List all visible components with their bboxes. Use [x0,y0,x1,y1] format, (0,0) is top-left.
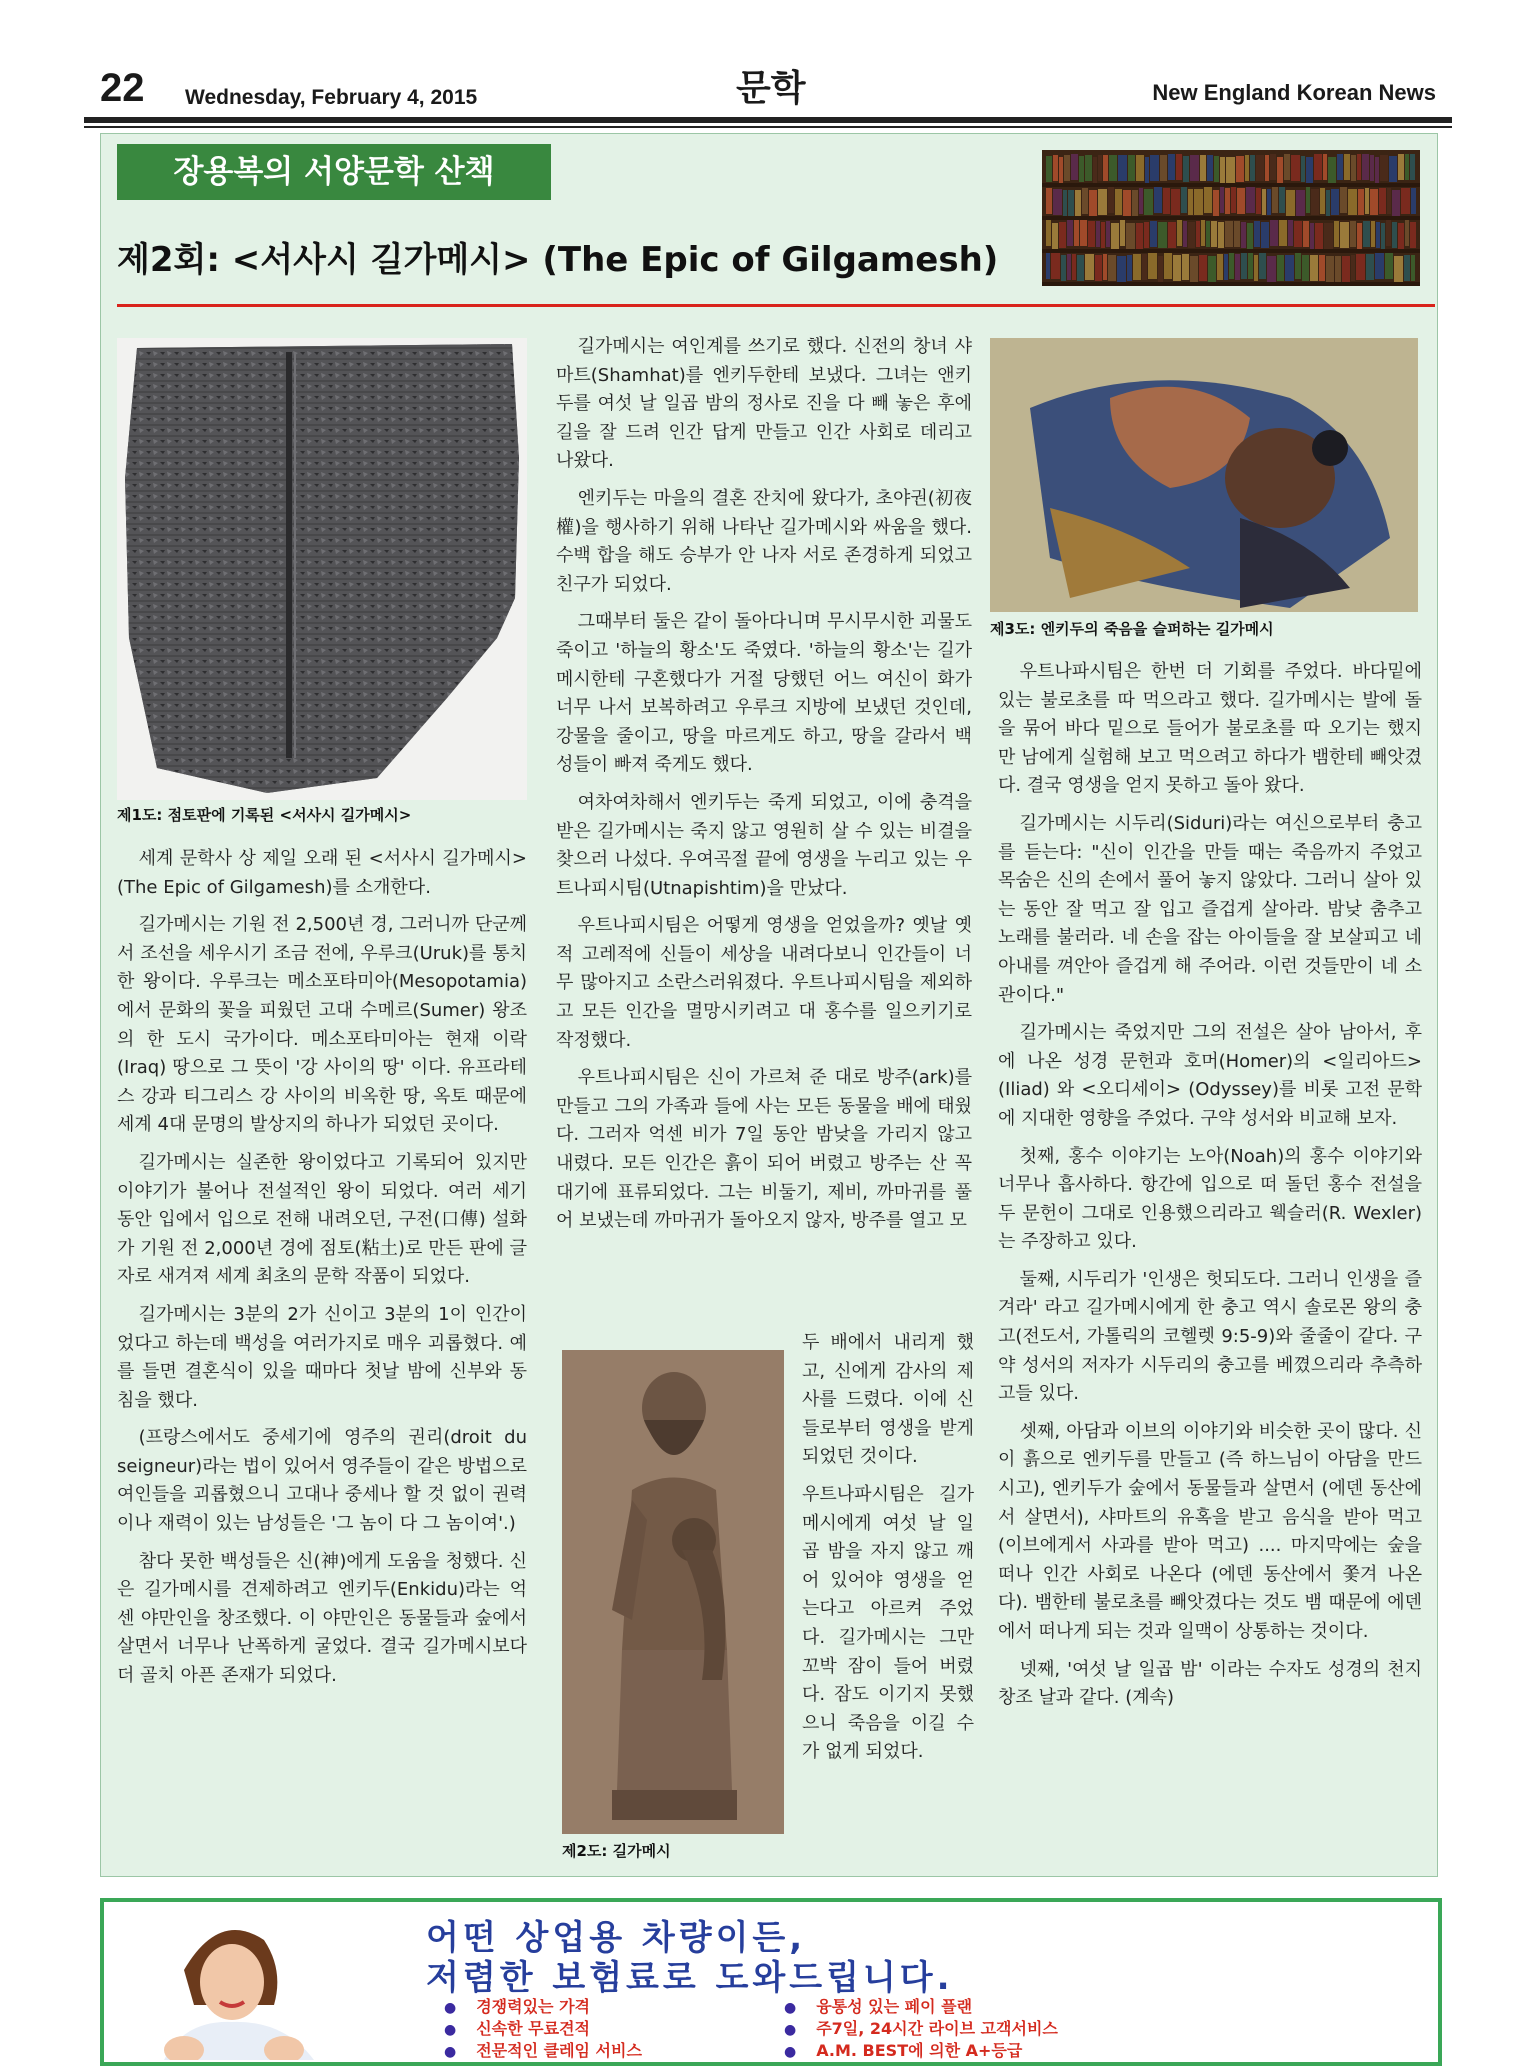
ad-headline-line1: 어떤 상업용 차량이든, [426,1918,807,1958]
clay-tablet-image [117,338,527,800]
gilgamesh-relief-image [562,1350,784,1834]
ad-bullet: ● 주7일, 24시간 라이브 고객서비스 [784,2016,1058,2039]
header-rule [84,117,1452,123]
ad-bullet: ● 융통성 있는 페이 플랜 [784,1994,972,2017]
paragraph: 길가메시는 죽었지만 그의 전설은 살아 남아서, 후에 나온 성경 문헌과 호머(Homer)의 <일리아드> (Iliad) 와 <오디세이> (Odyssey)를 비롯 고전 문학에 지대한 영향을 주었다. 구약 성서와 비교해 보자. [998,1022,1422,1129]
paragraph: 길가메시는 시두리(Siduri)라는 여신으로부터 충고를 듣는다: "신이 인간을 만들 때는 죽음까지 주었고 목숨은 신의 손에서 풀어 놓지 않았다. 그러니 살아 있는 동안 잘 먹고 잘 입고 즐겁게 살아라. 밤낮 춤추고 노래를 불러라. 네 손을 잡는 아이들을 잘 보살피고 네 아내를 껴안아 즐겁게 해 주어라. 이런 것들만이 네 소관이다." [998,812,1422,1006]
paragraph: 참다 못한 백성들은 신(神)에게 도움을 청했다. 신은 길가메시를 견제하려고 엔키두(Enkidu)라는 억센 야만인을 창조했다. 이 야만인은 동물들과 숲에서 살면서 너무나 난폭하게 굴었다. 결국 길가메시보다 더 골치 아픈 존재가 되었다. [117,1550,527,1687]
article-column-1 [117,845,527,1700]
page-number: 22 [100,66,145,110]
newspaper-name: New England Korean News [1152,80,1436,105]
figure3-caption: 제3도: 엔키두의 죽음을 슬퍼하는 길가메시 [990,620,1274,638]
paragraph: 그때부터 둘은 같이 돌아다니며 무시무시한 괴물도 죽이고 '하늘의 황소'도 죽였다. '하늘의 황소'는 길가메시한테 구혼했다가 거절 당했던 어느 여신이 화가 너무 나서 보복하려고 우루크 지방에 보냈던 것인데, 강물을 줄이고, 땅을 마르게도 하고, 땅을 갈라서 백성들이 빠져 죽게도 했다. [556,611,972,776]
paragraph: 두 배에서 내리게 했고, 신에게 감사의 제사를 드렸다. 이에 신들로부터 영생을 받게 되었던 것이다. [802,1332,974,1468]
ad-bullet: ● 경쟁력있는 가격 [444,1994,590,2017]
paragraph: 셋째, 아담과 이브의 이야기와 비슷한 곳이 많다. 신이 흙으로 엔키두를 만들고 (즉 하느님이 아담을 만드시고), 엔키두가 숲에서 동물들과 살면서 (에덴 동산에서 살면서), 샤마트의 유혹을 받고 음식을 받아 먹고 (이브에게서 사과를 받아 먹고) .... 마지막에는 숲을 떠나 인간 사회로 나온다 (에덴 동산에서 쫓겨 나온다). 뱀한테 불로초를 빼앗겼다는 것도 뱀 때문에 에덴에서 떠나게 되는 것과 일맥이 상통하는 것이다. [998,1420,1422,1642]
figure1-caption: 제1도: 점토판에 기록된 <서사시 길가메시> [117,806,412,824]
paragraph: 세계 문학사 상 제일 오래 된 <서사시 길가메시> (The Epic of Gilgamesh)를 소개한다. [117,848,527,898]
issue-date: Wednesday, February 4, 2015 [185,86,478,109]
ad-headline-line2: 저렴한 보험료로 도와드립니다. [426,1958,954,1998]
paragraph: 넷째, '여섯 날 일곱 밤' 이라는 수자도 성경의 천지창조 날과 같다. (계속) [998,1658,1422,1709]
ad-bullet: ● 전문적인 클레임 서비스 [444,2038,642,2061]
paragraph: 첫째, 홍수 이야기는 노아(Noah)의 홍수 이야기와 너무나 흡사하다. 항간에 입으로 떠 돌던 홍수 전설을 두 문헌이 그대로 인용했으리라고 웩슬러(R. Wexler)는 주장하고 있다. [998,1145,1422,1253]
paragraph: (프랑스에서도 중세기에 영주의 권리(droit du seigneur)라는 법이 있어서 영주들이 같은 방법으로 여인들을 괴롭혔으니 고대나 중세나 할 것 없이 권력이나 재력이 있는 남성들은 '그 놈이 다 그 놈이여'.) [117,1427,527,1535]
article-column-2 [556,333,972,1245]
paragraph: 우트나피시팀은 어떻게 영생을 얻었을까? 옛날 옛적 고레적에 신들이 세상을 내려다보니 인간들이 너무 많아지고 소란스러워졌다. 우트나피시팀을 제외하고 모든 인간을 멸망시키려고 대 홍수를 일으키기로 작정했다. [556,915,972,1051]
gilgamesh-mourning-image [990,338,1418,612]
ad-bullet: ● 신속한 무료견적 [444,2016,590,2039]
bookshelf-image [1042,150,1420,286]
article-headline: 제2회: <서사시 길가메시> (The Epic of Gilgamesh) [117,240,999,280]
headline-divider [117,304,1435,307]
paragraph: 엔키두는 마을의 결혼 잔치에 왔다가, 초야권(初夜權)을 행사하기 위해 나타난 길가메시와 싸움을 했다. 수백 합을 해도 승부가 안 나자 서로 존경하게 되었고 친구가 되었다. [556,487,972,595]
ad-bullet: ● A.M. BEST에 의한 A+등급 [784,2038,1022,2061]
paragraph: 둘째, 시두리가 '인생은 헛되도다. 그러니 인생을 즐겨라' 라고 길가메시에게 한 충고 역시 솔로몬 왕의 충고(전도서, 가톨릭의 코헬렛 9:5-9)와 줄줄이 같다. 구약 성서의 저자가 시두리의 충고를 베꼈으리라 추측하고들 있다. [998,1268,1422,1405]
article-column-2-side [802,1329,974,1776]
paragraph: 길가메시는 여인계를 쓰기로 했다. 신전의 창녀 샤마트(Shamhat)를 엔키두한테 보냈다. 그녀는 앤키두를 여섯 날 일곱 밤의 정사로 진을 다 빼 놓은 후에 길을 잘 드려 인간 답게 만들고 인간 사회로 데리고 나왔다. [556,336,972,472]
section-title: 문학 [736,68,806,109]
paragraph: 길가메시는 3분의 2가 신이고 3분의 1이 인간이었다고 하는데 백성을 여러가지로 매우 괴롭혔다. 예를 들면 결혼식이 있을 때마다 첫날 밤에 신부와 동침을 했다. [117,1303,527,1411]
paragraph: 길가메시는 기원 전 2,500년 경, 그러니까 단군께서 조선을 세우시기 조금 전에, 우루크(Uruk)를 통치한 왕이다. 우루크는 메소포타미아(Mesopotamia)에서 문화의 꽃을 피웠던 고대 수메르(Sumer) 왕조의 한 도시 국가이다. 메소포타미아는 현재 이락(Iraq) 땅으로 그 뜻이 '강 사이의 땅' 이다. 유프라테스 강과 티그리스 강 사이의 비옥한 땅, 옥토 때문에 세계 4대 문명의 발상지의 하나가 되었던 곳이다. [117,914,527,1136]
paragraph: 여차여차해서 엔키두는 죽게 되었고, 이에 충격을 받은 길가메시는 죽지 않고 영원히 살 수 있는 비결을 찾으러 나섰다. 우여곡절 끝에 영생을 누리고 있는 우트나피시팀(Utnapishtim)을 만났다. [556,791,972,899]
paragraph: 우트나파시팀은 길가메시에게 여섯 날 일곱 밤을 자지 않고 깨어 있어야 영생을 얻는다고 아르켜 주었다. 길가메시는 그만 꼬박 잠이 들어 버렸다. 잠도 이기지 못했으니 죽음을 이길 수가 없게 되었다. [802,1483,974,1763]
header-rule-thin [84,126,1452,128]
smiling-woman-image [124,1910,364,2060]
insurance-advertisement[interactable] [100,1898,1442,2066]
paragraph: 우트나파시팀은 한번 더 기회를 주었다. 바다밑에 있는 불로초를 따 먹으라고 했다. 길가메시는 발에 돌을 묶어 바다 밑으로 들어가 불로초를 따 오기는 했지만 남에게 실험해 보고 먹으려고 하다가 뱀한테 빼앗겼다. 결국 영생을 얻지 못하고 돌아 왔다. [998,661,1422,797]
figure2-caption: 제2도: 길가메시 [562,1842,671,1860]
paragraph: 길가메시는 실존한 왕이었다고 기록되어 있지만 이야기가 불어나 전설적인 왕이 되었다. 여러 세기 동안 입에서 입으로 전해 내려오던, 구전(口傳) 설화가 기원 전 2,000년 경에 점토(粘土)로 만든 판에 글자로 새겨져 세계 최초의 문학 작품이 되었다. [117,1151,527,1288]
article-column-3 [998,658,1422,1722]
series-title: 장용복의 서양문학 산책 [117,144,551,200]
paragraph: 우트나피시팀은 신이 가르쳐 준 대로 방주(ark)를 만들고 그의 가족과 들에 사는 모든 동물을 배에 태웠다. 그러자 억센 비가 7일 동안 밤낮을 가리지 않고 내렸다. 모든 인간은 흙이 되어 버렸고 방주는 산 꼭대기에 표류되었다. 그는 비둘기, 제비, 까마귀를 풀어 보냈는데 까마귀가 돌아오지 않자, 방주를 열고 모 [556,1067,972,1232]
